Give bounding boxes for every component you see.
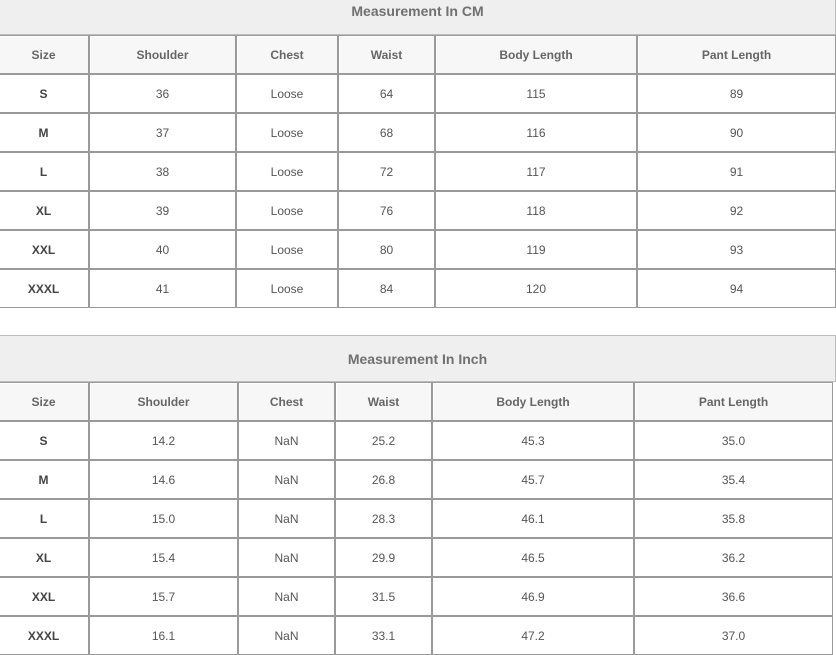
table-cell: 117 xyxy=(435,152,637,191)
table-cell: 15.4 xyxy=(89,538,238,577)
table-cell: 35.0 xyxy=(634,421,833,460)
table-cell: 39 xyxy=(89,191,236,230)
size-cell: M xyxy=(0,460,89,499)
table-cell: 119 xyxy=(435,230,637,269)
table-cell: 120 xyxy=(435,269,637,308)
table-cell: 14.2 xyxy=(89,421,238,460)
table-cell: 45.3 xyxy=(432,421,634,460)
table-cell: Loose xyxy=(236,230,338,269)
table-row xyxy=(0,152,836,191)
table-cell: 116 xyxy=(435,113,637,152)
inch-measurement-section xyxy=(0,335,836,655)
table-cell: 68 xyxy=(338,113,435,152)
table-row xyxy=(0,113,836,152)
table-cell: 36.6 xyxy=(634,577,833,616)
table-cell: 89 xyxy=(637,74,836,113)
header-row xyxy=(0,382,833,421)
table-row xyxy=(0,577,833,616)
table-row xyxy=(0,538,833,577)
table-cell: NaN xyxy=(238,538,335,577)
column-header: Size xyxy=(0,382,89,421)
table-cell: 29.9 xyxy=(335,538,432,577)
table-cell: Loose xyxy=(236,269,338,308)
table-cell: 38 xyxy=(89,152,236,191)
table-row xyxy=(0,499,833,538)
table-cell: 92 xyxy=(637,191,836,230)
size-cell: XL xyxy=(0,538,89,577)
table-cell: NaN xyxy=(238,421,335,460)
size-cell: M xyxy=(0,113,89,152)
table-cell: 16.1 xyxy=(89,616,238,655)
size-cell: XXL xyxy=(0,577,89,616)
table-cell: Loose xyxy=(236,191,338,230)
cm-size-table xyxy=(0,35,836,308)
table-cell: 64 xyxy=(338,74,435,113)
table-cell: 37 xyxy=(89,113,236,152)
column-header: Chest xyxy=(238,382,335,421)
table-cell: 15.7 xyxy=(89,577,238,616)
table-cell: Loose xyxy=(236,74,338,113)
table-cell: 46.1 xyxy=(432,499,634,538)
size-cell: XL xyxy=(0,191,89,230)
column-header: Shoulder xyxy=(89,35,236,74)
table-cell: 47.2 xyxy=(432,616,634,655)
size-cell: XXXL xyxy=(0,269,89,308)
table-cell: 26.8 xyxy=(335,460,432,499)
table-cell: 25.2 xyxy=(335,421,432,460)
table-cell: Loose xyxy=(236,152,338,191)
table-cell: 90 xyxy=(637,113,836,152)
table-cell: 93 xyxy=(637,230,836,269)
size-cell: XXL xyxy=(0,230,89,269)
size-cell: L xyxy=(0,499,89,538)
table-cell: 35.8 xyxy=(634,499,833,538)
table-cell: 14.6 xyxy=(89,460,238,499)
column-header: Waist xyxy=(338,35,435,74)
table-row xyxy=(0,230,836,269)
table-cell: 118 xyxy=(435,191,637,230)
table-cell: 94 xyxy=(637,269,836,308)
table-cell: 36 xyxy=(89,74,236,113)
table-cell: NaN xyxy=(238,577,335,616)
table-cell: NaN xyxy=(238,616,335,655)
table-cell: 36.2 xyxy=(634,538,833,577)
size-cell: L xyxy=(0,152,89,191)
cm-table-title: Measurement In CM xyxy=(0,0,836,35)
column-header: Body Length xyxy=(432,382,634,421)
table-cell: 31.5 xyxy=(335,577,432,616)
inch-table-title: Measurement In Inch xyxy=(0,335,836,382)
table-cell: 115 xyxy=(435,74,637,113)
table-cell: Loose xyxy=(236,113,338,152)
size-cell: XXXL xyxy=(0,616,89,655)
table-cell: 46.9 xyxy=(432,577,634,616)
table-cell: NaN xyxy=(238,460,335,499)
size-cell: S xyxy=(0,421,89,460)
table-row xyxy=(0,269,836,308)
size-cell: S xyxy=(0,74,89,113)
table-cell: NaN xyxy=(238,499,335,538)
cm-measurement-section xyxy=(0,0,836,308)
table-cell: 40 xyxy=(89,230,236,269)
header-row xyxy=(0,35,836,74)
table-cell: 84 xyxy=(338,269,435,308)
inch-size-table xyxy=(0,382,833,655)
table-row xyxy=(0,460,833,499)
table-row xyxy=(0,74,836,113)
table-cell: 80 xyxy=(338,230,435,269)
column-header: Pant Length xyxy=(634,382,833,421)
column-header: Size xyxy=(0,35,89,74)
column-header: Pant Length xyxy=(637,35,836,74)
column-header: Body Length xyxy=(435,35,637,74)
table-cell: 33.1 xyxy=(335,616,432,655)
table-row xyxy=(0,421,833,460)
table-cell: 72 xyxy=(338,152,435,191)
column-header: Shoulder xyxy=(89,382,238,421)
column-header: Chest xyxy=(236,35,338,74)
table-cell: 37.0 xyxy=(634,616,833,655)
table-cell: 35.4 xyxy=(634,460,833,499)
table-cell: 41 xyxy=(89,269,236,308)
table-cell: 45.7 xyxy=(432,460,634,499)
table-row xyxy=(0,616,833,655)
column-header: Waist xyxy=(335,382,432,421)
table-row xyxy=(0,191,836,230)
table-cell: 28.3 xyxy=(335,499,432,538)
table-cell: 76 xyxy=(338,191,435,230)
table-cell: 91 xyxy=(637,152,836,191)
table-cell: 46.5 xyxy=(432,538,634,577)
table-cell: 15.0 xyxy=(89,499,238,538)
